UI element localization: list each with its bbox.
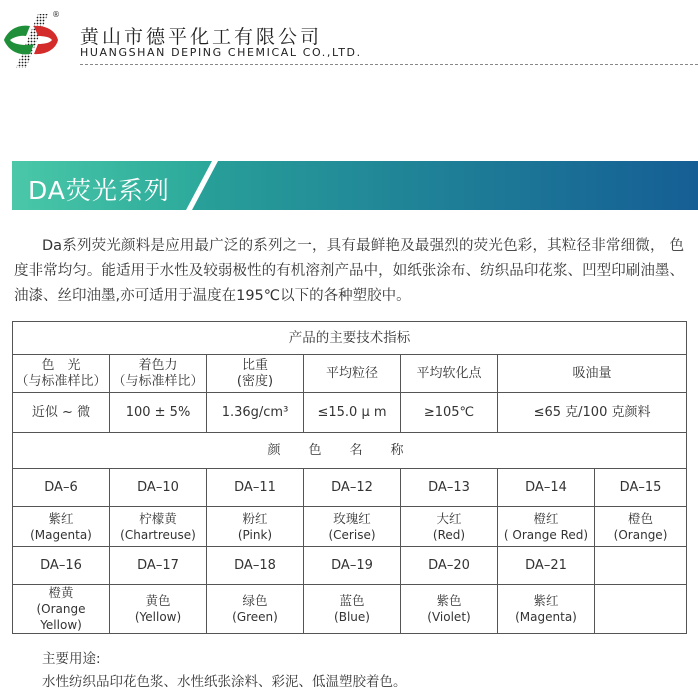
code-cell: DA–15 <box>595 469 687 507</box>
table-title: 产品的主要技术指标 <box>13 322 687 355</box>
color-cell: 紫色 (Violet) <box>401 585 498 634</box>
code-cell: DA–13 <box>401 469 498 507</box>
code-cell: DA–20 <box>401 547 498 585</box>
header-divider <box>80 64 698 65</box>
header-cell: 色 光 （与标准样比） <box>13 355 110 393</box>
code-cell: DA–21 <box>498 547 595 585</box>
color-cell: 大红 (Red) <box>401 507 498 547</box>
code-row <box>13 469 687 507</box>
color-row <box>13 585 687 634</box>
color-cell: 橙色 (Orange) <box>595 507 687 547</box>
intro-section <box>14 234 684 309</box>
color-cell: 紫红 (Magenta) <box>13 507 110 547</box>
spec-table <box>12 321 687 634</box>
color-cell: 粉红 (Pink) <box>207 507 304 547</box>
code-cell: DA–14 <box>498 469 595 507</box>
header-cell: 吸油量 <box>498 355 687 393</box>
header-row <box>13 355 687 393</box>
code-cell: DA–16 <box>13 547 110 585</box>
code-cell <box>595 547 687 585</box>
value-cell: 近似 ~ 微 <box>13 393 110 433</box>
code-cell: DA–18 <box>207 547 304 585</box>
color-cell: 蓝色 (Blue) <box>304 585 401 634</box>
color-row <box>13 507 687 547</box>
company-name-en: HUANGSHAN DEPING CHEMICAL CO.,LTD. <box>80 46 362 59</box>
code-cell: DA–19 <box>304 547 401 585</box>
color-cell <box>595 585 687 634</box>
values-row <box>13 393 687 433</box>
header-cell: 平均软化点 <box>401 355 498 393</box>
registered-mark: ® <box>52 10 60 19</box>
uses-title: 主要用途: <box>42 651 101 667</box>
intro-paragraph: Da系列荧光颜料是应用最广泛的系列之一，具有最鲜艳及最强烈的荧光色彩，其粒径非常细微， 色度非常均匀。能适用于水性及较弱极性的有机溶剂产品中，如纸张涂布、纺织品印花浆、凹型印刷油墨、油漆、丝印油墨,亦可适用于温度在195℃以下的各种塑胶中。 <box>14 238 684 304</box>
color-cell: 紫红 (Magenta) <box>498 585 595 634</box>
color-cell: 黄色 (Yellow) <box>110 585 207 634</box>
code-cell: DA–12 <box>304 469 401 507</box>
header-cell: 着色力 （与标准样比） <box>110 355 207 393</box>
header-cell: 平均粒径 <box>304 355 401 393</box>
value-cell: ≥105℃ <box>401 393 498 433</box>
uses-text: 水性纺织品印花色浆、水性纸张涂料、彩泥、低温塑胶着色。 <box>42 674 407 690</box>
company-name-cn: 黄山市德平化工有限公司 <box>80 26 323 48</box>
section-banner <box>12 161 698 210</box>
color-cell: 橙黄 (Orange Yellow) <box>13 585 110 634</box>
code-cell: DA–10 <box>110 469 207 507</box>
code-cell: DA–17 <box>110 547 207 585</box>
color-cell: 绿色 (Green) <box>207 585 304 634</box>
color-cell: 柠檬黄 (Chartreuse) <box>110 507 207 547</box>
value-cell: 1.36g/cm³ <box>207 393 304 433</box>
code-cell: DA–6 <box>13 469 110 507</box>
color-names-title: 颜色名称 <box>13 433 687 469</box>
banner-title: DA荧光系列 <box>28 176 170 205</box>
code-row <box>13 547 687 585</box>
value-cell: 100 ± 5% <box>110 393 207 433</box>
color-cell: 玫瑰红 (Cerise) <box>304 507 401 547</box>
company-logo <box>0 10 62 72</box>
value-cell: ≤15.0 μ m <box>304 393 401 433</box>
header-cell: 比重 (密度) <box>207 355 304 393</box>
code-cell: DA–11 <box>207 469 304 507</box>
color-cell: 橙红 ( Orange Red) <box>498 507 595 547</box>
value-cell: ≤65 克/100 克颜料 <box>498 393 687 433</box>
